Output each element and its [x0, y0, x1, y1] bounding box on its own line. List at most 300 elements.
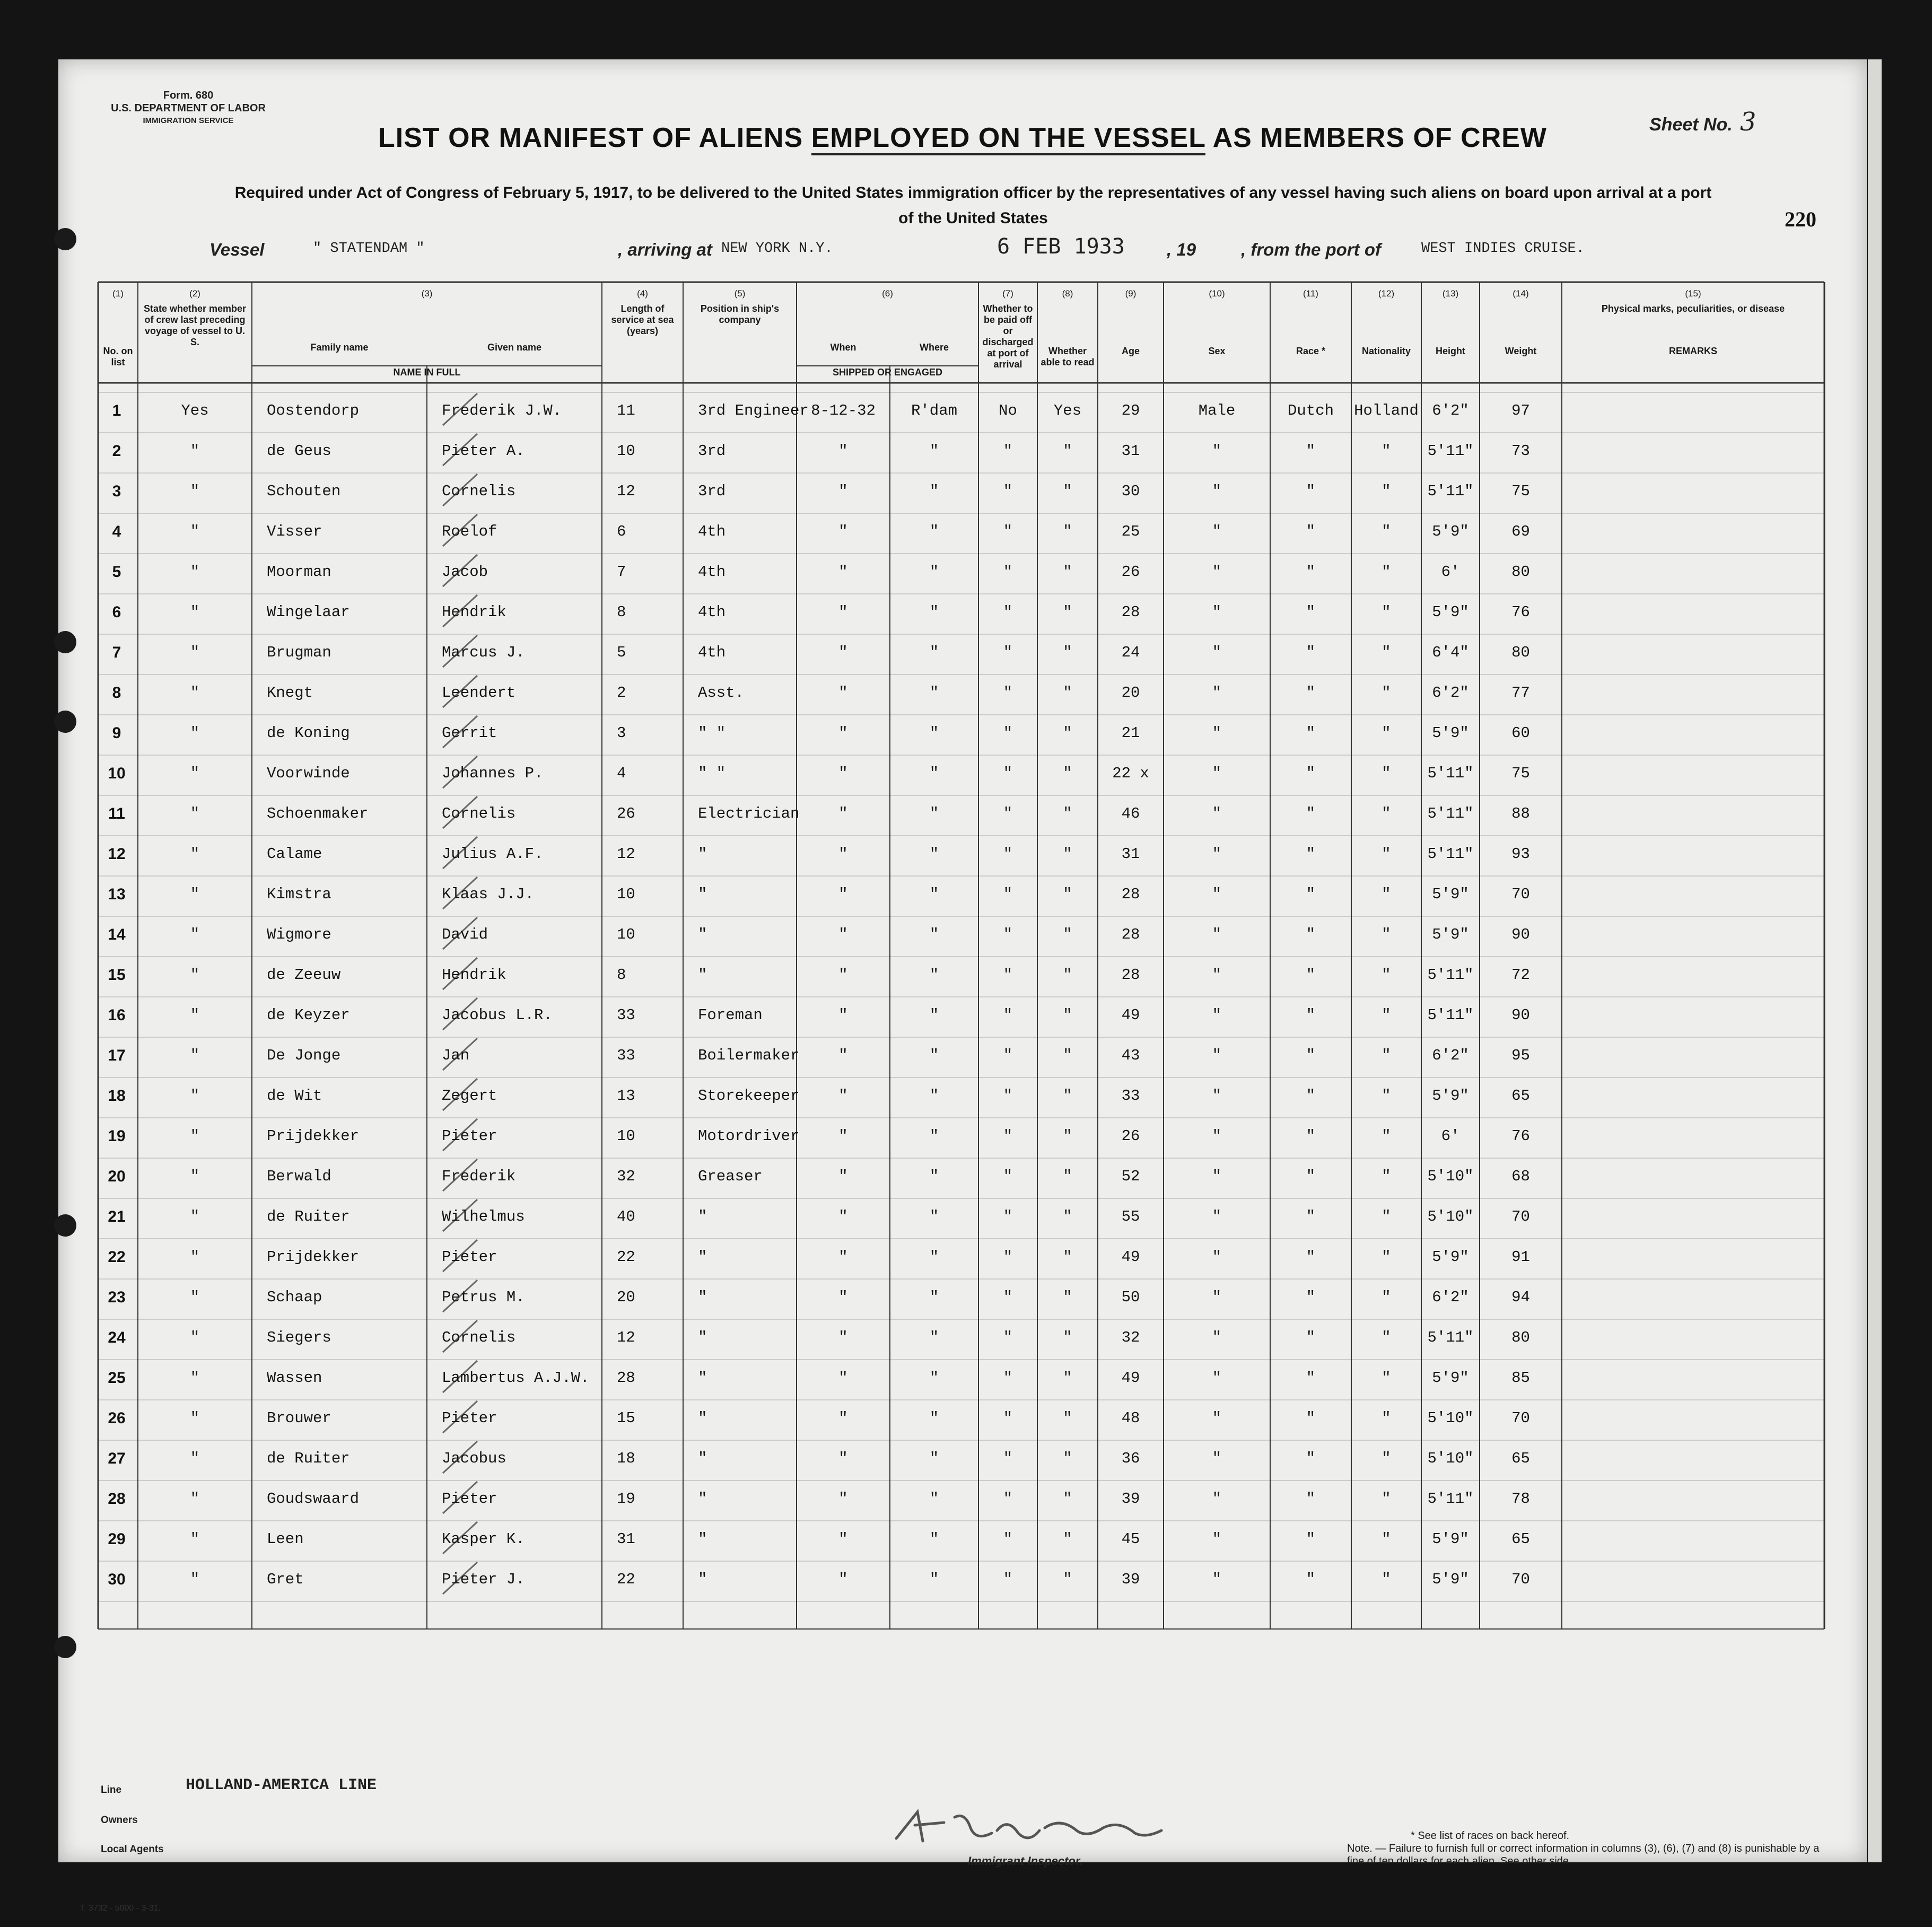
- cell-age: 28: [1121, 886, 1140, 903]
- cell-sex: ": [1212, 523, 1222, 540]
- cell-family: De Jonge: [267, 1047, 341, 1064]
- cell-height: 5'9": [1432, 1571, 1469, 1588]
- cell-nationality: ": [1382, 724, 1391, 742]
- cell-race: ": [1306, 483, 1316, 500]
- cell-height: 5'10": [1427, 1450, 1474, 1467]
- cell-read: ": [1063, 1530, 1072, 1548]
- arriving-label: , arriving at: [618, 240, 712, 259]
- cell-height: 6'2": [1432, 1289, 1469, 1306]
- cell-given: Frederik: [442, 1168, 516, 1185]
- cell-nationality: ": [1382, 603, 1391, 621]
- cell-where: ": [929, 684, 939, 702]
- cell-nationality: ": [1382, 926, 1391, 943]
- cell-prev: ": [190, 724, 200, 742]
- cell-prev: ": [190, 1087, 200, 1105]
- cell-where: ": [929, 1087, 939, 1105]
- cell-sex: ": [1212, 805, 1222, 822]
- cell-when: ": [838, 966, 848, 984]
- cell-paid: ": [1003, 1047, 1013, 1064]
- cell-position: ": [698, 886, 707, 903]
- cell-race: ": [1306, 563, 1316, 581]
- cell-height: 5'11": [1427, 1329, 1474, 1346]
- cell-age: 55: [1121, 1208, 1140, 1225]
- cell-position: ": [698, 1450, 707, 1467]
- cell-prev: ": [190, 483, 200, 500]
- cell-paid: ": [1003, 966, 1013, 984]
- cell-weight: 75: [1511, 483, 1530, 500]
- cell-sex: ": [1212, 886, 1222, 903]
- cell-paid: ": [1003, 442, 1013, 460]
- cell-paid: ": [1003, 926, 1013, 943]
- cell-age: 25: [1121, 523, 1140, 540]
- cell-given: Jacobus: [442, 1450, 506, 1467]
- cell-when: ": [838, 603, 848, 621]
- cell-sex: ": [1212, 644, 1222, 661]
- cell-read: ": [1063, 483, 1072, 500]
- cell-height: 5'11": [1427, 442, 1474, 460]
- cell-family: Brouwer: [267, 1409, 331, 1427]
- cell-age: 28: [1121, 966, 1140, 984]
- cell-when: ": [838, 1289, 848, 1306]
- cell-when: ": [838, 1490, 848, 1508]
- cell-sex: ": [1212, 1248, 1222, 1266]
- cell-height: 5'10": [1427, 1409, 1474, 1427]
- cell-read: ": [1063, 1127, 1072, 1145]
- row-number: 18: [108, 1087, 126, 1105]
- cell-family: Leen: [267, 1530, 304, 1548]
- cell-age: 31: [1121, 845, 1140, 863]
- cell-nationality: ": [1382, 1490, 1391, 1508]
- column-number: (6): [882, 288, 893, 299]
- cell-service: 15: [617, 1409, 635, 1427]
- cell-given: Gerrit: [442, 724, 497, 742]
- cell-paid: ": [1003, 845, 1013, 863]
- cell-where: ": [929, 523, 939, 540]
- cell-where: ": [929, 1409, 939, 1427]
- cell-prev: ": [190, 1409, 200, 1427]
- binder-hole: [54, 711, 76, 733]
- cell-height: 5'10": [1427, 1168, 1474, 1185]
- cell-age: 26: [1121, 563, 1140, 581]
- binder-hole: [54, 1214, 76, 1237]
- cell-prev: ": [190, 1369, 200, 1387]
- cell-when: ": [838, 1329, 848, 1346]
- cell-height: 6'2": [1432, 684, 1469, 702]
- cell-when: 8-12-32: [811, 402, 876, 419]
- cell-paid: ": [1003, 1127, 1013, 1145]
- cell-position: Boilermaker: [698, 1047, 800, 1064]
- cell-nationality: ": [1382, 523, 1391, 540]
- cell-age: 43: [1121, 1047, 1140, 1064]
- cell-race: Dutch: [1287, 402, 1334, 419]
- cell-family: de Ruiter: [267, 1208, 350, 1225]
- cell-position: Electrician: [698, 805, 800, 822]
- cell-nationality: ": [1382, 644, 1391, 661]
- owners-label: Owners: [101, 1815, 138, 1826]
- cell-age: 20: [1121, 684, 1140, 702]
- row-number: 24: [108, 1329, 126, 1346]
- cell-read: ": [1063, 1450, 1072, 1467]
- cell-race: ": [1306, 845, 1316, 863]
- cell-height: 5'11": [1427, 845, 1474, 863]
- cell-family: Wassen: [267, 1369, 322, 1387]
- form-number: Form. 680: [163, 90, 214, 101]
- cell-paid: ": [1003, 523, 1013, 540]
- row-number: 21: [108, 1208, 126, 1225]
- cell-age: 46: [1121, 805, 1140, 822]
- cell-when: ": [838, 563, 848, 581]
- column-subheader: Given name: [487, 342, 542, 353]
- subtitle-line-1: Required under Act of Congress of February 5, 1917, to be delivered to the United States immigration officer by the representatives of any vessel having such aliens on board upon arrival at a port: [234, 184, 1712, 202]
- cell-family: de Wit: [267, 1087, 322, 1105]
- cell-read: ": [1063, 805, 1072, 822]
- cell-family: de Ruiter: [267, 1450, 350, 1467]
- cell-race: ": [1306, 765, 1316, 782]
- cell-paid: No: [999, 402, 1017, 419]
- cell-service: 26: [617, 805, 635, 822]
- cell-race: ": [1306, 523, 1316, 540]
- cell-sex: ": [1212, 563, 1222, 581]
- cell-paid: ": [1003, 1571, 1013, 1588]
- cell-prev: ": [190, 845, 200, 863]
- cell-when: ": [838, 1409, 848, 1427]
- column-number: (11): [1303, 288, 1318, 299]
- cell-position: Foreman: [698, 1006, 763, 1024]
- cell-height: 5'9": [1432, 1369, 1469, 1387]
- column-number: (12): [1378, 288, 1395, 299]
- cell-nationality: ": [1382, 1047, 1391, 1064]
- footer-notes: [1347, 1829, 1824, 1868]
- cell-read: ": [1063, 926, 1072, 943]
- cell-where: ": [929, 805, 939, 822]
- cell-service: 12: [617, 845, 635, 863]
- cell-when: ": [838, 765, 848, 782]
- row-number: 5: [112, 563, 121, 581]
- row-number: 3: [112, 483, 121, 500]
- row-number: 12: [108, 845, 126, 863]
- cell-given: Pieter J.: [442, 1571, 525, 1588]
- row-number: 19: [108, 1127, 126, 1145]
- cell-when: ": [838, 1208, 848, 1225]
- cell-prev: ": [190, 926, 200, 943]
- cell-weight: 70: [1511, 1409, 1530, 1427]
- cell-service: 8: [617, 966, 626, 984]
- form-code: T. 3732 - 5000 - 3-31.: [80, 1904, 161, 1913]
- cell-weight: 65: [1511, 1450, 1530, 1467]
- cell-weight: 72: [1511, 966, 1530, 984]
- cell-given: Pieter: [442, 1127, 497, 1145]
- column-header: Length of service at sea (years): [611, 303, 674, 336]
- row-number: 6: [112, 603, 121, 621]
- cell-family: Calame: [267, 845, 322, 863]
- cell-when: ": [838, 684, 848, 702]
- cell-weight: 75: [1511, 765, 1530, 782]
- cell-sex: ": [1212, 1087, 1222, 1105]
- cell-nationality: ": [1382, 1127, 1391, 1145]
- cell-age: 30: [1121, 483, 1140, 500]
- cell-sex: ": [1212, 724, 1222, 742]
- row-number: 27: [108, 1450, 126, 1467]
- cell-age: 32: [1121, 1329, 1140, 1346]
- cell-age: 49: [1121, 1006, 1140, 1024]
- cell-age: 24: [1121, 644, 1140, 661]
- arriving-port: NEW YORK N.Y.: [721, 241, 833, 257]
- cell-weight: 65: [1511, 1530, 1530, 1548]
- column-header: Whether able to read: [1041, 346, 1095, 367]
- cell-given: Klaas J.J.: [442, 886, 535, 903]
- cell-family: Oostendorp: [267, 402, 360, 419]
- column-number: (3): [421, 288, 433, 299]
- cell-read: ": [1063, 442, 1072, 460]
- cell-where: ": [929, 1006, 939, 1024]
- manifest-sheet: [58, 59, 1867, 1913]
- cell-prev: ": [190, 765, 200, 782]
- cell-age: 28: [1121, 926, 1140, 943]
- cell-age: 52: [1121, 1168, 1140, 1185]
- cell-service: 7: [617, 563, 626, 581]
- cell-position: ": [698, 1530, 707, 1548]
- cell-given: Pieter: [442, 1248, 497, 1266]
- cell-service: 10: [617, 886, 635, 903]
- cell-position: 3rd: [698, 442, 726, 460]
- cell-paid: ": [1003, 483, 1013, 500]
- cell-sex: ": [1212, 1571, 1222, 1588]
- cell-given: Hendrik: [442, 966, 506, 984]
- cell-paid: ": [1003, 1329, 1013, 1346]
- cell-read: ": [1063, 603, 1072, 621]
- cell-position: 3rd: [698, 483, 726, 500]
- cell-given: Wilhelmus: [442, 1208, 525, 1225]
- cell-where: ": [929, 1047, 939, 1064]
- cell-service: 13: [617, 1087, 635, 1105]
- row-number: 23: [108, 1289, 126, 1306]
- cell-prev: Yes: [181, 402, 209, 419]
- cell-weight: 93: [1511, 845, 1530, 863]
- cell-race: ": [1306, 1248, 1316, 1266]
- cell-nationality: ": [1382, 1208, 1391, 1225]
- cell-race: ": [1306, 886, 1316, 903]
- cell-family: Siegers: [267, 1329, 331, 1346]
- cell-when: ": [838, 442, 848, 460]
- cell-service: 32: [617, 1168, 635, 1185]
- cell-race: ": [1306, 1047, 1316, 1064]
- row-number: 4: [112, 523, 121, 540]
- row-number: 14: [108, 926, 126, 943]
- cell-position: " ": [698, 724, 726, 742]
- cell-age: 39: [1121, 1490, 1140, 1508]
- cell-position: ": [698, 1329, 707, 1346]
- cell-where: ": [929, 483, 939, 500]
- row-number: 16: [108, 1006, 126, 1024]
- cell-read: ": [1063, 1168, 1072, 1185]
- row-number: 11: [108, 805, 125, 822]
- column-number: (1): [112, 288, 124, 299]
- column-subheader: When: [830, 342, 856, 353]
- cell-service: 11: [617, 402, 635, 419]
- column-header: Nationality: [1361, 346, 1411, 356]
- cell-family: de Zeeuw: [267, 966, 341, 984]
- cell-prev: ": [190, 603, 200, 621]
- cell-paid: ": [1003, 563, 1013, 581]
- cell-height: 6'4": [1432, 644, 1469, 661]
- cell-prev: ": [190, 886, 200, 903]
- cell-read: ": [1063, 523, 1072, 540]
- races-note: * See list of races on back hereof.: [1411, 1830, 1570, 1842]
- cell-read: ": [1063, 1409, 1072, 1427]
- cell-height: 5'11": [1427, 1490, 1474, 1508]
- title-part-2: EMPLOYED ON THE VESSEL: [811, 122, 1205, 155]
- cell-family: Knegt: [267, 684, 313, 702]
- column-number: (10): [1209, 288, 1225, 299]
- cell-where: ": [929, 442, 939, 460]
- cell-when: ": [838, 1248, 848, 1266]
- cell-sex: ": [1212, 1127, 1222, 1145]
- immigrant-inspector-label: Immigrant Inspector.: [968, 1854, 1083, 1868]
- cell-height: 5'9": [1432, 1248, 1469, 1266]
- row-number: 30: [108, 1571, 126, 1588]
- cell-read: ": [1063, 563, 1072, 581]
- cell-weight: 90: [1511, 926, 1530, 943]
- cell-service: 8: [617, 603, 626, 621]
- vessel-label: Vessel: [209, 240, 265, 259]
- cell-sex: ": [1212, 483, 1222, 500]
- cell-where: ": [929, 1571, 939, 1588]
- cell-prev: ": [190, 442, 200, 460]
- cell-service: 33: [617, 1047, 635, 1064]
- cell-when: ": [838, 523, 848, 540]
- cell-paid: ": [1003, 886, 1013, 903]
- title-part-3: AS MEMBERS OF CREW: [1212, 122, 1548, 153]
- cell-position: ": [698, 1208, 707, 1225]
- cell-nationality: ": [1382, 1087, 1391, 1105]
- cell-sex: ": [1212, 1409, 1222, 1427]
- cell-service: 12: [617, 1329, 635, 1346]
- cell-service: 5: [617, 644, 626, 661]
- cell-paid: ": [1003, 1409, 1013, 1427]
- cell-position: 4th: [698, 523, 726, 540]
- cell-position: 3rd Engineer: [698, 402, 809, 419]
- cell-paid: ": [1003, 805, 1013, 822]
- cell-race: ": [1306, 724, 1316, 742]
- cell-height: 6': [1441, 1127, 1460, 1145]
- cell-height: 5'9": [1432, 724, 1469, 742]
- cell-read: ": [1063, 966, 1072, 984]
- cell-age: 26: [1121, 1127, 1140, 1145]
- cell-read: ": [1063, 765, 1072, 782]
- cell-when: ": [838, 644, 848, 661]
- cell-paid: ": [1003, 1530, 1013, 1548]
- row-number: 9: [112, 724, 121, 742]
- cell-prev: ": [190, 1006, 200, 1024]
- row-number: 7: [112, 644, 121, 661]
- column-header: Race *: [1296, 346, 1326, 356]
- cell-race: ": [1306, 805, 1316, 822]
- cell-race: ": [1306, 684, 1316, 702]
- arrival-date-stamp: 6 FEB 1933: [997, 234, 1125, 259]
- cell-weight: 70: [1511, 1571, 1530, 1588]
- cell-paid: ": [1003, 1248, 1013, 1266]
- cell-nationality: ": [1382, 765, 1391, 782]
- cell-nationality: ": [1382, 442, 1391, 460]
- cell-weight: 91: [1511, 1248, 1530, 1266]
- cell-weight: 88: [1511, 805, 1530, 822]
- cell-sex: ": [1212, 926, 1222, 943]
- row-number: 2: [112, 442, 121, 460]
- cell-weight: 73: [1511, 442, 1530, 460]
- from-port-label: , from the port of: [1241, 240, 1381, 259]
- column-number: (14): [1513, 288, 1529, 299]
- cell-paid: ": [1003, 1490, 1013, 1508]
- cell-weight: 97: [1511, 402, 1530, 419]
- cell-height: 5'11": [1427, 805, 1474, 822]
- cell-where: ": [929, 563, 939, 581]
- cell-sex: ": [1212, 1450, 1222, 1467]
- cell-paid: ": [1003, 1168, 1013, 1185]
- cell-position: 4th: [698, 563, 726, 581]
- cell-race: ": [1306, 1329, 1316, 1346]
- cell-height: 5'9": [1432, 1087, 1469, 1105]
- cell-given: Johannes P.: [442, 765, 544, 782]
- cell-paid: ": [1003, 1289, 1013, 1306]
- cell-prev: ": [190, 1168, 200, 1185]
- cell-sex: ": [1212, 684, 1222, 702]
- cell-sex: ": [1212, 765, 1222, 782]
- cell-nationality: ": [1382, 805, 1391, 822]
- column-header: No. on list: [103, 346, 133, 367]
- cell-given: Cornelis: [442, 1329, 516, 1346]
- cell-height: 5'11": [1427, 483, 1474, 500]
- cell-nationality: ": [1382, 966, 1391, 984]
- cell-given: Kasper K.: [442, 1530, 525, 1548]
- cell-nationality: ": [1382, 684, 1391, 702]
- cell-given: Roelof: [442, 523, 497, 540]
- cell-weight: 80: [1511, 563, 1530, 581]
- cell-family: Wigmore: [267, 926, 331, 943]
- cell-read: ": [1063, 1369, 1072, 1387]
- cell-where: ": [929, 966, 939, 984]
- row-number: 22: [108, 1248, 126, 1266]
- row-number: 8: [112, 684, 121, 702]
- vessel-name: " STATENDAM ": [313, 241, 425, 257]
- cell-read: ": [1063, 1248, 1072, 1266]
- column-number: (15): [1685, 288, 1701, 299]
- cell-age: 49: [1121, 1369, 1140, 1387]
- column-header: SHIPPED OR ENGAGED: [832, 367, 943, 378]
- cell-given: Marcus J.: [442, 644, 525, 661]
- cell-weight: 70: [1511, 1208, 1530, 1225]
- cell-height: 6'2": [1432, 402, 1469, 419]
- cell-height: 5'9": [1432, 523, 1469, 540]
- local-agents-label: Local Agents: [101, 1844, 164, 1855]
- cell-paid: ": [1003, 1369, 1013, 1387]
- cell-position: ": [698, 1409, 707, 1427]
- cell-read: ": [1063, 1208, 1072, 1225]
- cell-prev: ": [190, 805, 200, 822]
- cell-family: de Koning: [267, 724, 350, 742]
- cell-service: 20: [617, 1289, 635, 1306]
- department-name: U.S. DEPARTMENT OF LABOR: [111, 102, 266, 114]
- cell-when: ": [838, 1450, 848, 1467]
- row-number: 26: [108, 1409, 126, 1427]
- cell-given: Pieter: [442, 1409, 497, 1427]
- cell-prev: ": [190, 684, 200, 702]
- cell-sex: ": [1212, 1329, 1222, 1346]
- cell-nationality: ": [1382, 1329, 1391, 1346]
- cell-nationality: ": [1382, 1289, 1391, 1306]
- cell-service: 22: [617, 1248, 635, 1266]
- cell-when: ": [838, 886, 848, 903]
- row-number: 20: [108, 1168, 126, 1185]
